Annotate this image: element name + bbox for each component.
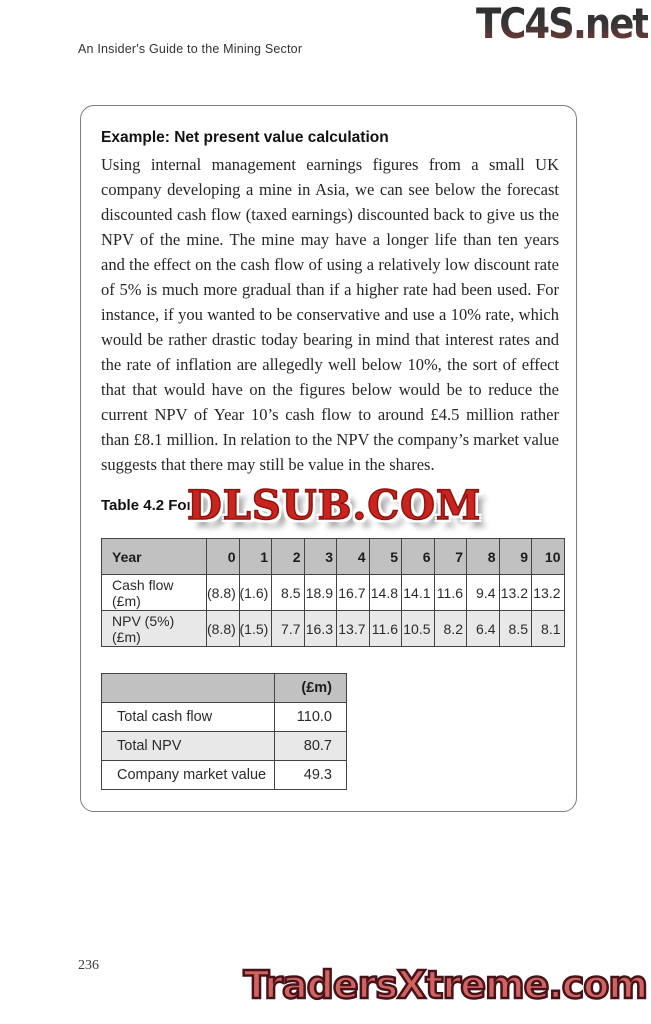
example-box <box>80 105 577 812</box>
tc4s-watermark-logo: TC4S.net <box>476 0 648 49</box>
value-cell: 8.2 <box>434 611 467 647</box>
row-label: Total NPV <box>102 732 275 761</box>
value-cell: 49.3 <box>275 761 347 790</box>
value-cell: (8.8) <box>207 575 240 611</box>
year-cell: 5 <box>369 539 402 575</box>
value-cell: 8.5 <box>499 611 532 647</box>
value-cell: 13.2 <box>532 575 565 611</box>
row-label: Cash flow (£m) <box>102 575 207 611</box>
running-header: An Insider's Guide to the Mining Sector <box>78 42 303 56</box>
unit-header-cell: (£m) <box>275 674 347 703</box>
value-cell: 11.6 <box>434 575 467 611</box>
year-cell: 0 <box>207 539 240 575</box>
value-cell: 16.3 <box>304 611 337 647</box>
cash-flow-header-row <box>102 539 565 575</box>
value-cell: 16.7 <box>337 575 370 611</box>
summary-header-row <box>102 674 347 703</box>
tradersxtreme-watermark-logo: TradersXtreme.com <box>243 963 647 1007</box>
dlsub-watermark: DLSUB.COM <box>187 482 482 529</box>
value-cell: 7.7 <box>272 611 305 647</box>
example-heading: Example: Net present value calculation <box>101 129 389 146</box>
table-caption: Table 4.2 For <box>101 497 193 514</box>
value-cell: 13.7 <box>337 611 370 647</box>
value-cell: 80.7 <box>275 732 347 761</box>
value-cell: 14.8 <box>369 575 402 611</box>
value-cell: 8.5 <box>272 575 305 611</box>
value-cell: 14.1 <box>402 575 435 611</box>
value-cell: 8.1 <box>532 611 565 647</box>
year-cell: 10 <box>532 539 565 575</box>
row-label: NPV (5%) (£m) <box>102 611 207 647</box>
empty-header-cell <box>102 674 275 703</box>
year-cell: 7 <box>434 539 467 575</box>
npv-row <box>102 611 565 647</box>
value-cell: 18.9 <box>304 575 337 611</box>
value-cell: (8.8) <box>207 611 240 647</box>
row-label: Total cash flow <box>102 703 275 732</box>
year-cell: 8 <box>467 539 500 575</box>
value-cell: 110.0 <box>275 703 347 732</box>
year-cell: 9 <box>499 539 532 575</box>
value-cell: 6.4 <box>467 611 500 647</box>
year-header-cell: Year <box>102 539 207 575</box>
page-number: 236 <box>78 958 99 973</box>
year-cell: 3 <box>304 539 337 575</box>
row-label: Company market value <box>102 761 275 790</box>
example-body-text: Using internal management earnings figures from a small UK company developing a mine in Asia, we can see below the forecast discounted cash flow (taxed earnings) discounted back to give us the NPV of the mine. The mine may have a longer life than ten years and the effect on the cash flow of using a relatively low discount rate of 5% is much more gradual than if a higher rate had been used. For instance, if you wanted to be conservative and use a 10% rate, which would be rather drastic today bearing in mind that interest rates and the rate of inflation are allegedly well below 10%, the sort of effect that that would have on the figures below would be to reduce the current NPV of Year 10’s cash flow to around £4.5 million rather than £8.1 million. In relation to the NPV the company’s market value suggests that there may still be value in the shares. <box>101 155 559 474</box>
value-cell: 10.5 <box>402 611 435 647</box>
summary-row-total-cash-flow <box>102 703 347 732</box>
value-cell: 11.6 <box>369 611 402 647</box>
year-cell: 1 <box>239 539 272 575</box>
cash-flow-table <box>101 538 565 647</box>
cash-flow-row <box>102 575 565 611</box>
summary-row-total-npv <box>102 732 347 761</box>
summary-row-company-market-value <box>102 761 347 790</box>
year-cell: 6 <box>402 539 435 575</box>
year-cell: 2 <box>272 539 305 575</box>
value-cell: 9.4 <box>467 575 500 611</box>
value-cell: 13.2 <box>499 575 532 611</box>
value-cell: (1.5) <box>239 611 272 647</box>
summary-table <box>101 673 347 790</box>
value-cell: (1.6) <box>239 575 272 611</box>
year-cell: 4 <box>337 539 370 575</box>
